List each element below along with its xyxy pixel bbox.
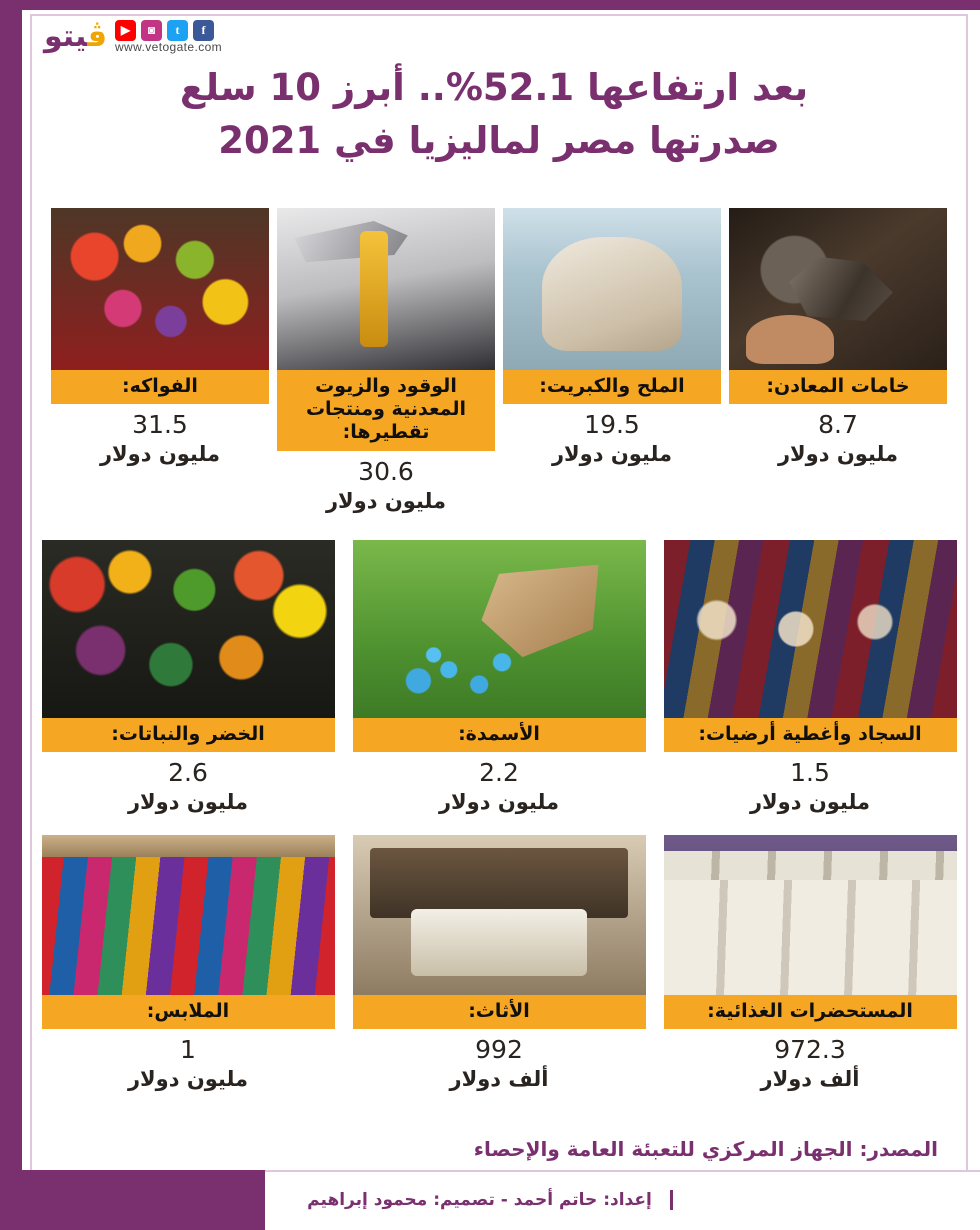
commodity-label: الخضر والنباتات: [42, 718, 335, 752]
commodity-value: 19.5 [584, 410, 640, 440]
commodity-label: الملح والكبريت: [503, 370, 721, 404]
commodity-unit: مليون دولار [127, 1067, 249, 1092]
commodity-label: الأسمدة: [353, 718, 646, 752]
commodity-value: 1.5 [790, 757, 830, 787]
brand-logo[interactable] [44, 20, 222, 54]
commodities-row-2 [30, 540, 968, 815]
commodity-card [664, 835, 957, 1092]
commodity-value: 2.2 [479, 757, 519, 787]
commodity-card [277, 208, 495, 514]
commodities-grid [30, 208, 968, 1092]
vetogate-logo-icon: ڨيتو [44, 19, 107, 54]
frame-top-bar [0, 0, 980, 10]
commodity-unit: ألف دولار [760, 1067, 860, 1092]
commodity-label: المستحضرات الغذائية: [664, 995, 957, 1029]
fruits-photo [51, 208, 269, 370]
instagram-icon[interactable]: ◙ [141, 20, 162, 41]
furniture-photo [353, 835, 646, 995]
commodities-row-1 [30, 208, 968, 514]
commodity-card [51, 208, 269, 467]
youtube-icon[interactable]: ▶ [115, 20, 136, 41]
commodity-unit: ألف دولار [449, 1067, 549, 1092]
commodity-label: السجاد وأغطية أرضيات: [664, 718, 957, 752]
fertilizers-photo [353, 540, 646, 718]
commodity-unit: مليون دولار [777, 442, 899, 467]
commodity-unit: مليون دولار [127, 789, 249, 814]
commodity-value: 1 [180, 1035, 196, 1065]
twitter-icon[interactable]: t [167, 20, 188, 41]
header [30, 14, 968, 60]
commodity-label: الملابس: [42, 995, 335, 1029]
commodity-label: الفواكه: [51, 370, 269, 404]
commodity-label: الأثاث: [353, 995, 646, 1029]
commodity-value: 8.7 [818, 410, 858, 440]
commodity-unit: مليون دولار [749, 789, 871, 814]
salt-sulphur-photo [503, 208, 721, 370]
commodity-value: 30.6 [358, 456, 414, 486]
footer-credit [0, 1170, 980, 1230]
clothes-photo [42, 835, 335, 995]
food-preparations-photo [664, 835, 957, 995]
commodity-card [664, 540, 957, 815]
commodity-unit: مليون دولار [99, 442, 221, 467]
facebook-icon[interactable]: f [193, 20, 214, 41]
commodity-card [42, 835, 335, 1092]
commodity-unit: مليون دولار [551, 442, 673, 467]
commodity-label: الوقود والزيوت المعدنية ومنتجات تقطيرها: [277, 370, 495, 451]
commodity-value: 992 [475, 1035, 523, 1065]
frame-left-bar [0, 0, 22, 1230]
page-title [30, 62, 968, 167]
commodity-card [42, 540, 335, 815]
website-url[interactable]: www.vetogate.com [114, 39, 223, 54]
commodity-card [729, 208, 947, 467]
commodities-row-3 [30, 835, 968, 1092]
brand-text-block [115, 20, 222, 54]
title-line-1: بعد ارتفاعها 52.1%.. أبرز 10 سلع [179, 66, 809, 109]
commodity-value: 31.5 [132, 410, 188, 440]
commodity-unit: مليون دولار [325, 488, 447, 513]
mineral-ores-photo [729, 208, 947, 370]
commodity-unit: مليون دولار [438, 789, 560, 814]
commodity-card [353, 540, 646, 815]
fuel-oil-photo [277, 208, 495, 370]
source-note: المصدر: الجهاز المركزي للتعبئة العامة والإحصاء [473, 1137, 938, 1161]
commodity-value: 2.6 [168, 757, 208, 787]
commodity-card [353, 835, 646, 1092]
commodity-card [503, 208, 721, 467]
commodity-value: 972.3 [774, 1035, 846, 1065]
commodity-label: خامات المعادن: [729, 370, 947, 404]
title-line-2: صدرتها مصر لماليزيا في 2021 [218, 118, 780, 162]
vegetables-photo [42, 540, 335, 718]
carpets-photo [664, 540, 957, 718]
social-links[interactable] [115, 20, 214, 41]
credit-text: إعداد: حاتم أحمد - تصميم: محمود إبراهيم [307, 1190, 673, 1210]
